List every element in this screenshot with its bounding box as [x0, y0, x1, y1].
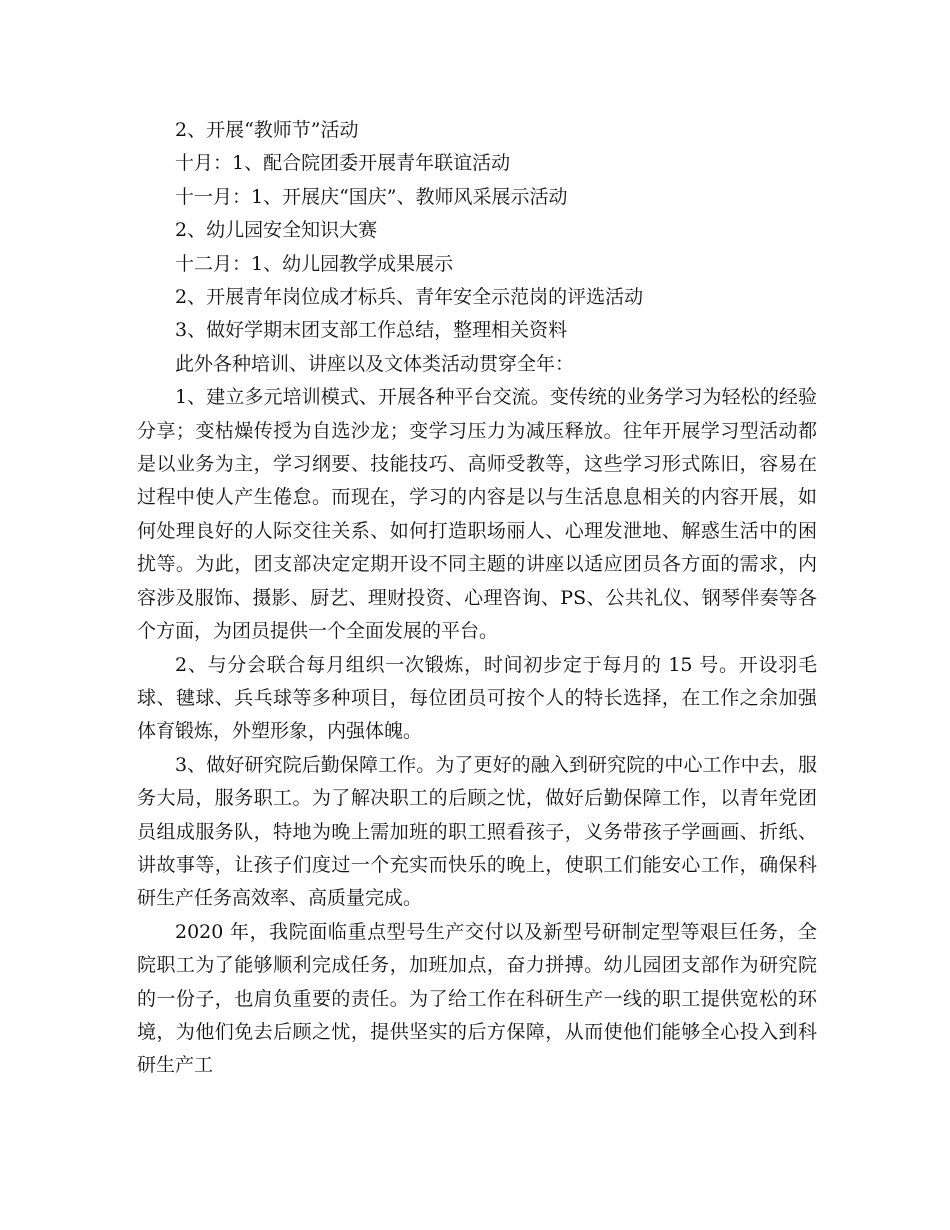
text-line: 2、幼儿园安全知识大赛 [175, 219, 378, 242]
text-line: 2、开展青年岗位成才标兵、青年安全示范岗的评选活动 [175, 286, 644, 309]
text-line: 十一月：1、开展庆“国庆”、教师风采展示活动 [175, 185, 568, 208]
paragraph-training: 1、建立多元培训模式、开展各种平台交流。变传统的业务学习为轻松的经验分享；变枯燥传授为自选沙龙；变学习压力为减压释放。往年开展学习型活动都是以业务为主，学习纲要、技能技巧、高师受教等，这些学习形式陈旧，容易在过程中使人产生倦怠。而现在，学习的内容是以与生活息息相关的内容开展，如何处理良好的人际交往关系、如何打造职场丽人、心理发泄地、解惑生活中的困扰等。为此，团支部决定定期开设不同主题的讲座以适应团员各方面的需求，内容涉及服饰、摄影、厨艺、理财投资、心理咨询、PS、公共礼仪、钢琴伴奏等各个方面，为团员提供一个全面发展的平台。 [137, 386, 817, 643]
text-line: 十月：1、配合院团委开展青年联谊活动 [175, 152, 511, 175]
text-line: 十二月：1、幼儿园教学成果展示 [175, 252, 454, 275]
text-line: 此外各种培训、讲座以及文体类活动贯穿全年： [175, 352, 575, 375]
document-body [137, 114, 817, 1083]
paragraph-logistics: 3、做好研究院后勤保障工作。为了更好的融入到研究院的中心工作中去，服务大局，服务职工。为了解决职工的后顾之忧，做好后勤保障工作，以青年党团员组成服务队，特地为晚上需加班的职工照看孩子，义务带孩子学画画、折纸、讲故事等，让孩子们度过一个充实而快乐的晚上，使职工们能安心工作，确保科研生产任务高效率、高质量完成。 [137, 753, 817, 910]
text-line: 3、做好学期末团支部工作总结，整理相关资料 [175, 319, 568, 342]
paragraph-2020: 2020 年，我院面临重点型号生产交付以及新型号研制定型等艰巨任务，全院职工为了能够顺利完成任务，加班加点，奋力拼搏。幼儿园团支部作为研究院的一份子，也肩负重要的责任。为了给工作在科研生产一线的职工提供宽松的环境，为他们免去后顾之忧，提供坚实的后方保障，从而使他们能够全心投入到科研生产工 [137, 920, 817, 1077]
text-line: 2、开展“教师节”活动 [175, 119, 359, 141]
paragraph-exercise: 2、与分会联合每月组织一次锻炼，时间初步定于每月的 15 号。开设羽毛球、毽球、兵乓球等多种项目，每位团员可按个人的特长选择，在工作之余加强体育锻炼，外塑形象，内强体魄。 [137, 653, 817, 743]
